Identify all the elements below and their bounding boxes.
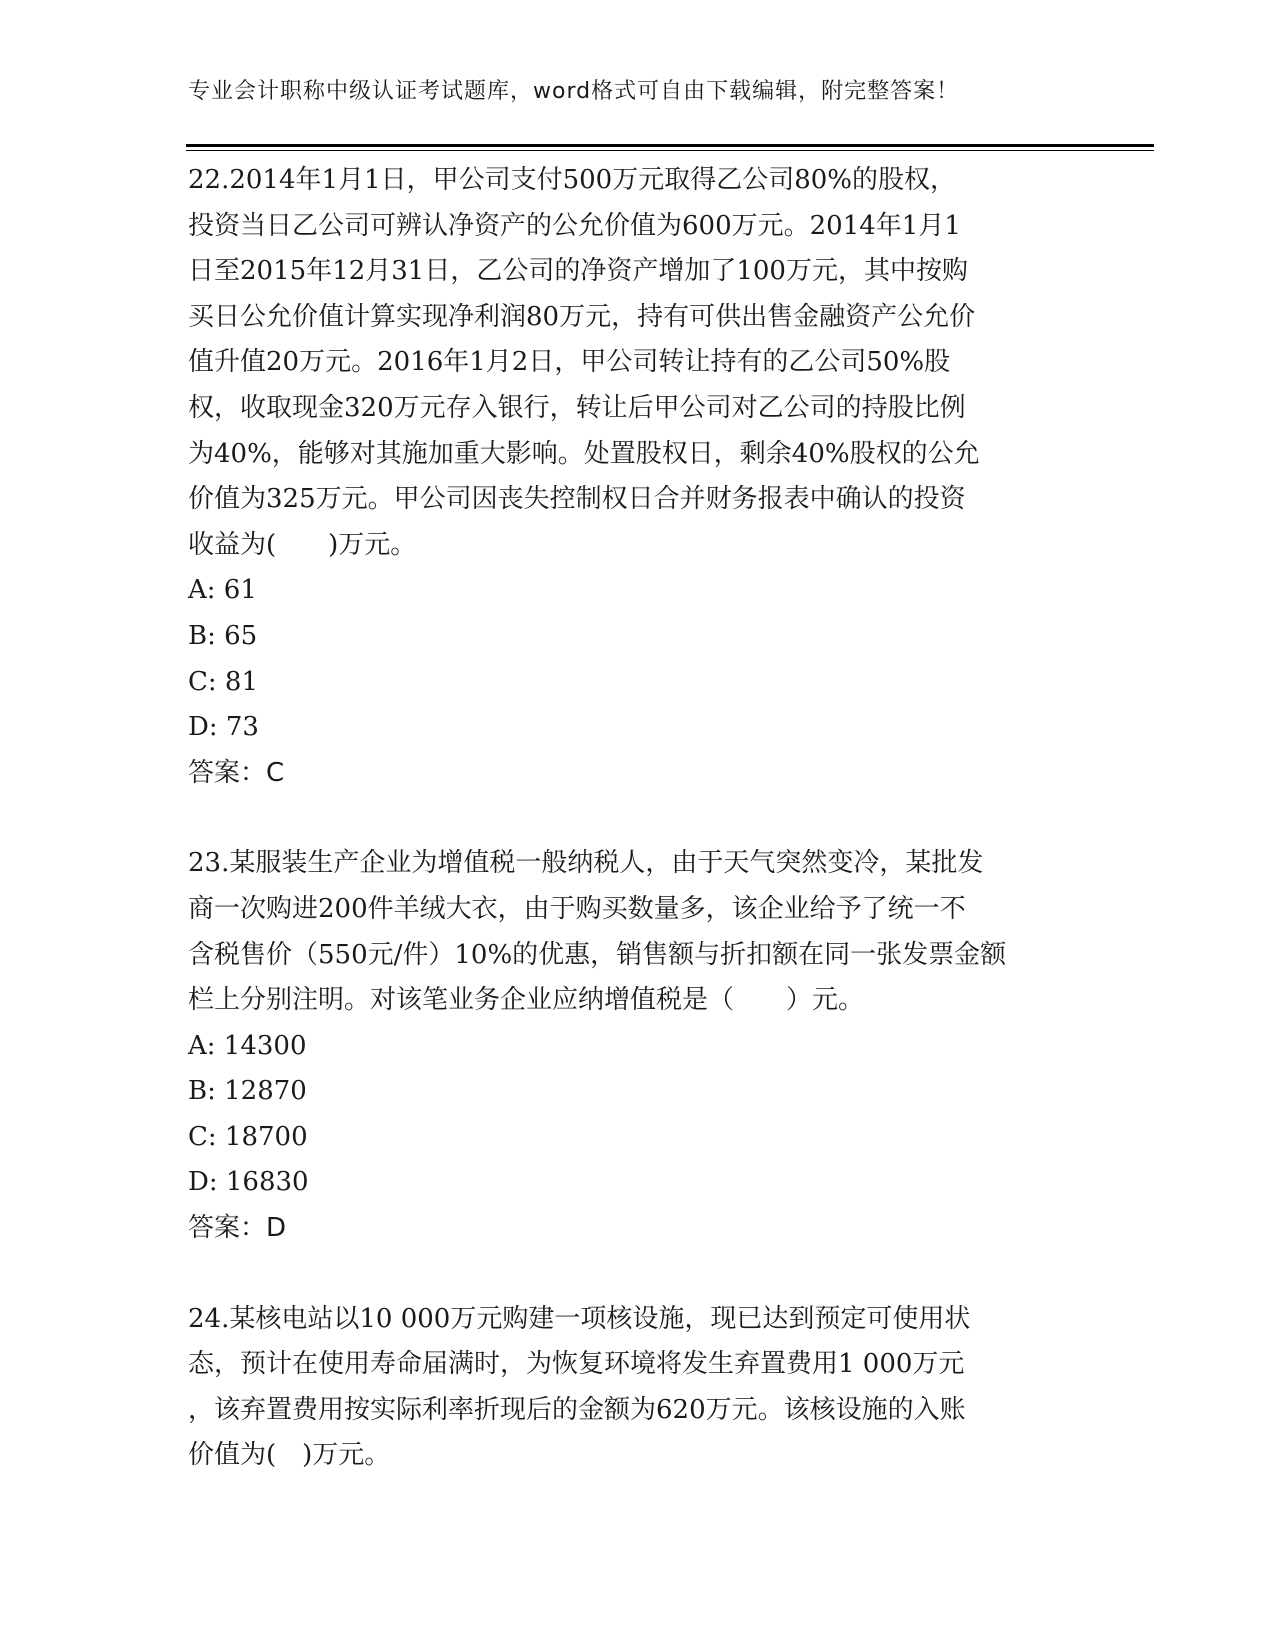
option-d: D: 16830 <box>188 1167 309 1198</box>
question-stem-line: ，该弃置费用按实际利率折现后的金额为620万元。该核设施的入账 <box>188 1394 966 1425</box>
question-stem-line: 收益为( )万元。 <box>188 529 417 560</box>
question-stem-line: 态，预计在使用寿命届满时，为恢复环境将发生弃置费用1 000万元 <box>188 1349 965 1380</box>
question-gap <box>188 796 1088 841</box>
question-stem-line: 投资当日乙公司可辨认净资产的公允价值为600万元。2014年1月1 <box>188 210 961 241</box>
question-stem-line: 日至2015年12月31日，乙公司的净资产增加了100万元，其中按购 <box>188 256 968 287</box>
option-c: C: 81 <box>188 666 259 697</box>
answer: 答案：C <box>188 757 285 788</box>
question-gap <box>188 1252 1088 1297</box>
option-b: B: 65 <box>188 620 258 651</box>
header-rule-thin <box>186 150 1154 151</box>
question-stem-line: 22.2014年1月1日，甲公司支付500万元取得乙公司80%的股权， <box>188 165 957 195</box>
question-stem-line: 23.某服装生产企业为增值税一般纳税人，由于天气突然变冷，某批发 <box>188 848 984 879</box>
question-stem-line: 为40%，能够对其施加重大影响。处置股权日，剩余40%股权的公允 <box>188 438 980 469</box>
question-stem-line: 买日公允价值计算实现净利润80万元，持有可供出售金融资产公允价 <box>188 301 976 332</box>
question-stem-line: 值升值20万元。2016年1月2日，甲公司转让持有的乙公司50%股 <box>188 347 951 378</box>
question-stem-line: 商一次购进200件羊绒大衣，由于购买数量多，该企业给予了统一不 <box>188 893 966 924</box>
question-stem-line: 含税售价（550元/件）10%的优惠，销售额与折扣额在同一张发票金额 <box>188 939 1007 970</box>
question-list <box>188 158 1088 1479</box>
page-header: 专业会计职称中级认证考试题库，word格式可自由下载编辑，附完整答案！ <box>188 79 960 104</box>
question-stem-line: 价值为325万元。甲公司因丧失控制权日合并财务报表中确认的投资 <box>188 484 966 515</box>
question-23 <box>188 841 1088 1251</box>
option-c: C: 18700 <box>188 1121 308 1152</box>
header-rule-thick <box>186 144 1154 147</box>
option-a: A: 14300 <box>188 1030 307 1061</box>
question-stem-line: 权，收取现金320万元存入银行，转让后甲公司对乙公司的持股比例 <box>188 392 966 423</box>
question-24 <box>188 1297 1088 1479</box>
question-22 <box>188 158 1088 796</box>
question-stem-line: 价值为( )万元。 <box>188 1440 391 1471</box>
option-a: A: 61 <box>188 575 257 606</box>
question-stem-line: 栏上分别注明。对该笔业务企业应纳增值税是（ ）元。 <box>188 985 865 1016</box>
question-stem-line: 24.某核电站以10 000万元购建一项核设施，现已达到预定可使用状 <box>188 1303 971 1334</box>
option-d: D: 73 <box>188 712 259 743</box>
option-b: B: 12870 <box>188 1076 307 1107</box>
answer: 答案：D <box>188 1213 287 1244</box>
